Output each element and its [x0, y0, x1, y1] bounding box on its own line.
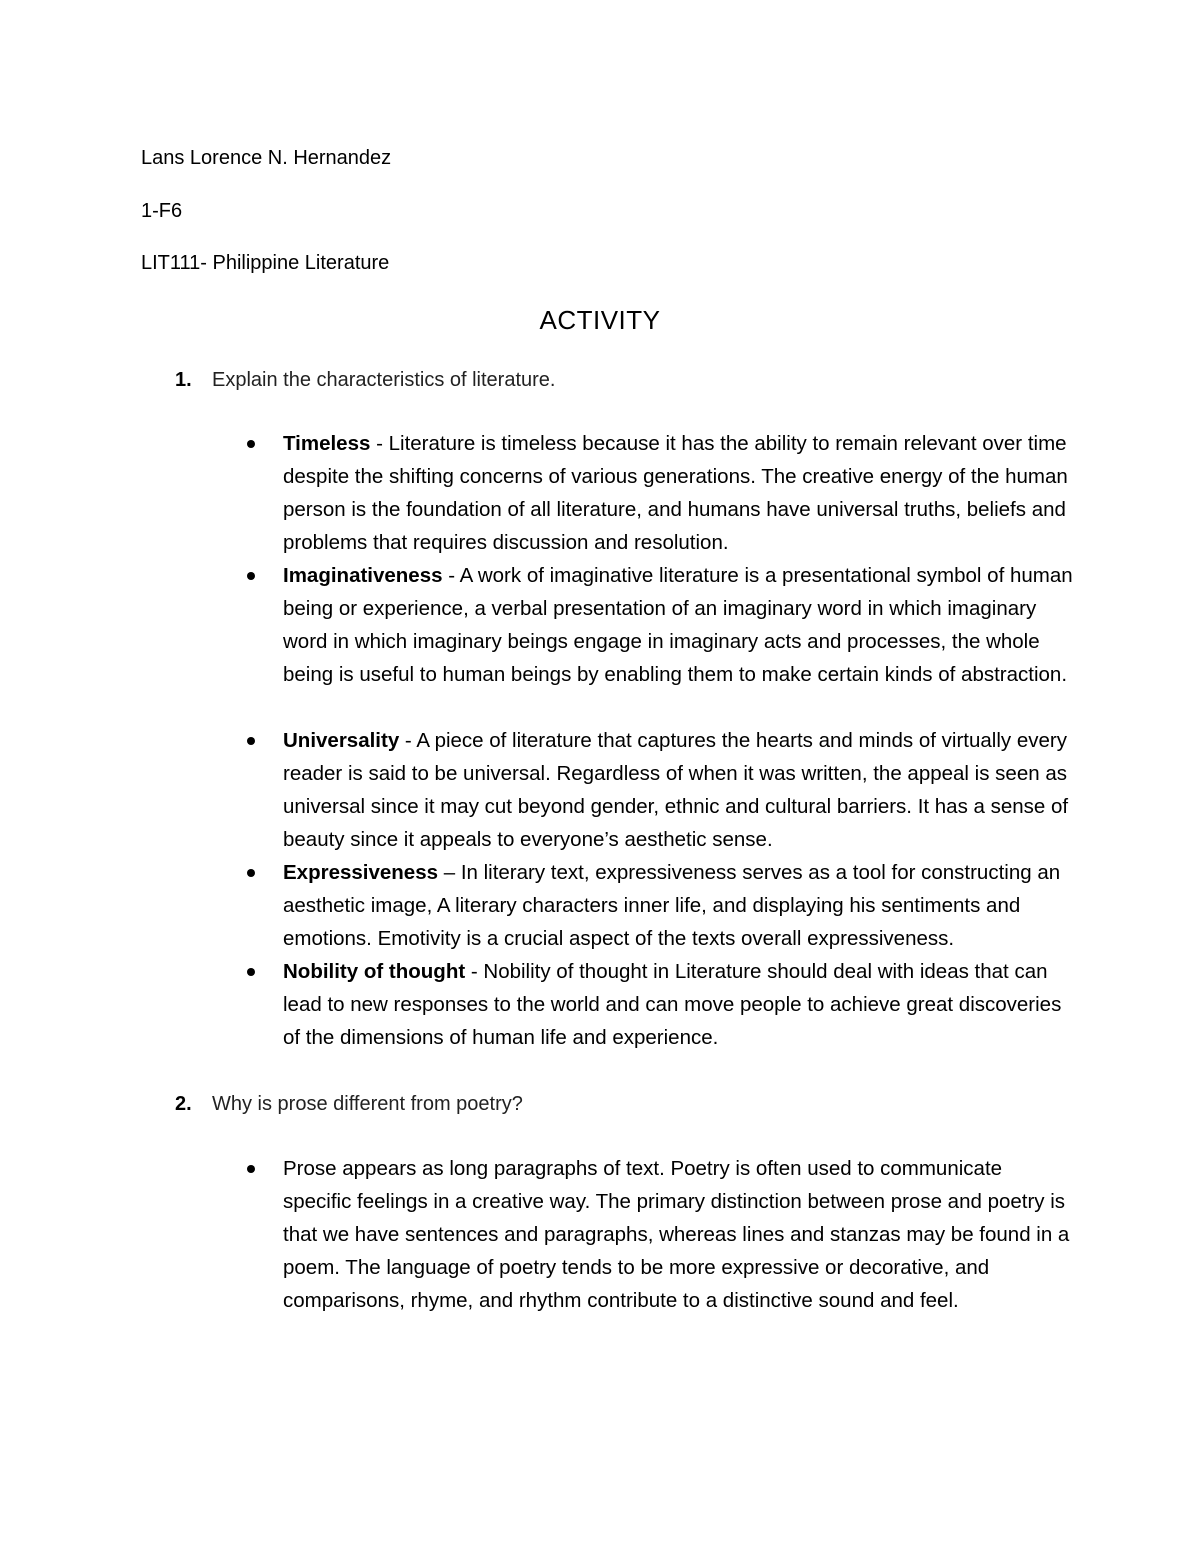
list-item-expressiveness [283, 856, 1073, 955]
list-item-text: A piece of literature that captures the hearts and minds of virtually every reader is said to be universal. Regardless of when it was written, the appeal is seen as universal since it may cut beyond gender, ethnic and cultural barriers. It has a sense of beauty since it appeals to everyone’s aesthetic sense. [283, 729, 1069, 851]
list-item-separator: - [465, 960, 484, 983]
list-item-imaginativeness [283, 559, 1073, 691]
list-item-timeless [283, 427, 1073, 559]
list-item-prose-vs-poetry [283, 1152, 1073, 1317]
bullet-icon [247, 572, 255, 580]
list-item-separator: - [399, 729, 417, 752]
list-item-text: In literary text, expressiveness serves as a tool for constructing an aesthetic image, A literary characters inner life, and displaying his sentiments and emotions. Emotivity is a crucial aspect of the texts overall expressiveness. [283, 861, 1061, 950]
list-item-text: Nobility of thought in Literature should deal with ideas that can lead to new responses to the world and can move people to achieve great discoveries of the dimensions of human life and experience. [283, 960, 1062, 1049]
page-title: ACTIVITY [539, 305, 661, 335]
bullet-icon [247, 737, 255, 745]
list-item-text: A work of imaginative literature is a presentational symbol of human being or experience, a verbal presentation of an imaginary word in which imaginary word in which imaginary beings engage in imaginary acts and processes, the whole being is useful to human beings by enabling them to make certain kinds of abstraction. [283, 564, 1073, 686]
list-item-nobility-of-thought [283, 955, 1073, 1054]
bullet-icon [247, 1165, 255, 1173]
list-item-term: Imaginativeness [283, 564, 443, 587]
list-item-separator: – [438, 861, 461, 884]
list-item-text: Literature is timeless because it has the ability to remain relevant over time despite the shifting concerns of various generations. The creative energy of the human person is the foundation of all literature, and humans have universal truths, beliefs and problems that requires discussion and resolution. [283, 432, 1068, 554]
list-item-separator: - [442, 564, 460, 587]
student-name: Lans Lorence N. Hernandez [141, 147, 392, 169]
list-item-text: Prose appears as long paragraphs of text. Poetry is often used to communicate specific feelings in a creative way. The primary distinction between prose and poetry is that we have sentences and paragraphs, whereas lines and stanzas may be found in a poem. The language of poetry tends to be more expressive or decorative, and comparisons, rhyme, and rhythm contribute to a distinctive sound and feel. [283, 1157, 1070, 1312]
bullet-icon [247, 968, 255, 976]
course-title: LIT111- Philippine Literature [141, 252, 390, 274]
list-item-universality [283, 724, 1073, 856]
list-item-term: Nobility of thought [283, 960, 466, 983]
bullet-icon [247, 869, 255, 877]
list-item-term: Timeless [283, 432, 371, 455]
student-section: 1-F6 [141, 200, 183, 222]
list-item-term: Expressiveness [283, 861, 439, 884]
list-item-separator: - [370, 432, 389, 455]
question-number: 1. [175, 369, 192, 391]
question-text: Why is prose different from poetry? [212, 1093, 523, 1115]
list-item-term: Universality [283, 729, 400, 752]
bullet-icon [247, 440, 255, 448]
question-text: Explain the characteristics of literature. [212, 369, 556, 391]
question-number: 2. [175, 1093, 192, 1115]
